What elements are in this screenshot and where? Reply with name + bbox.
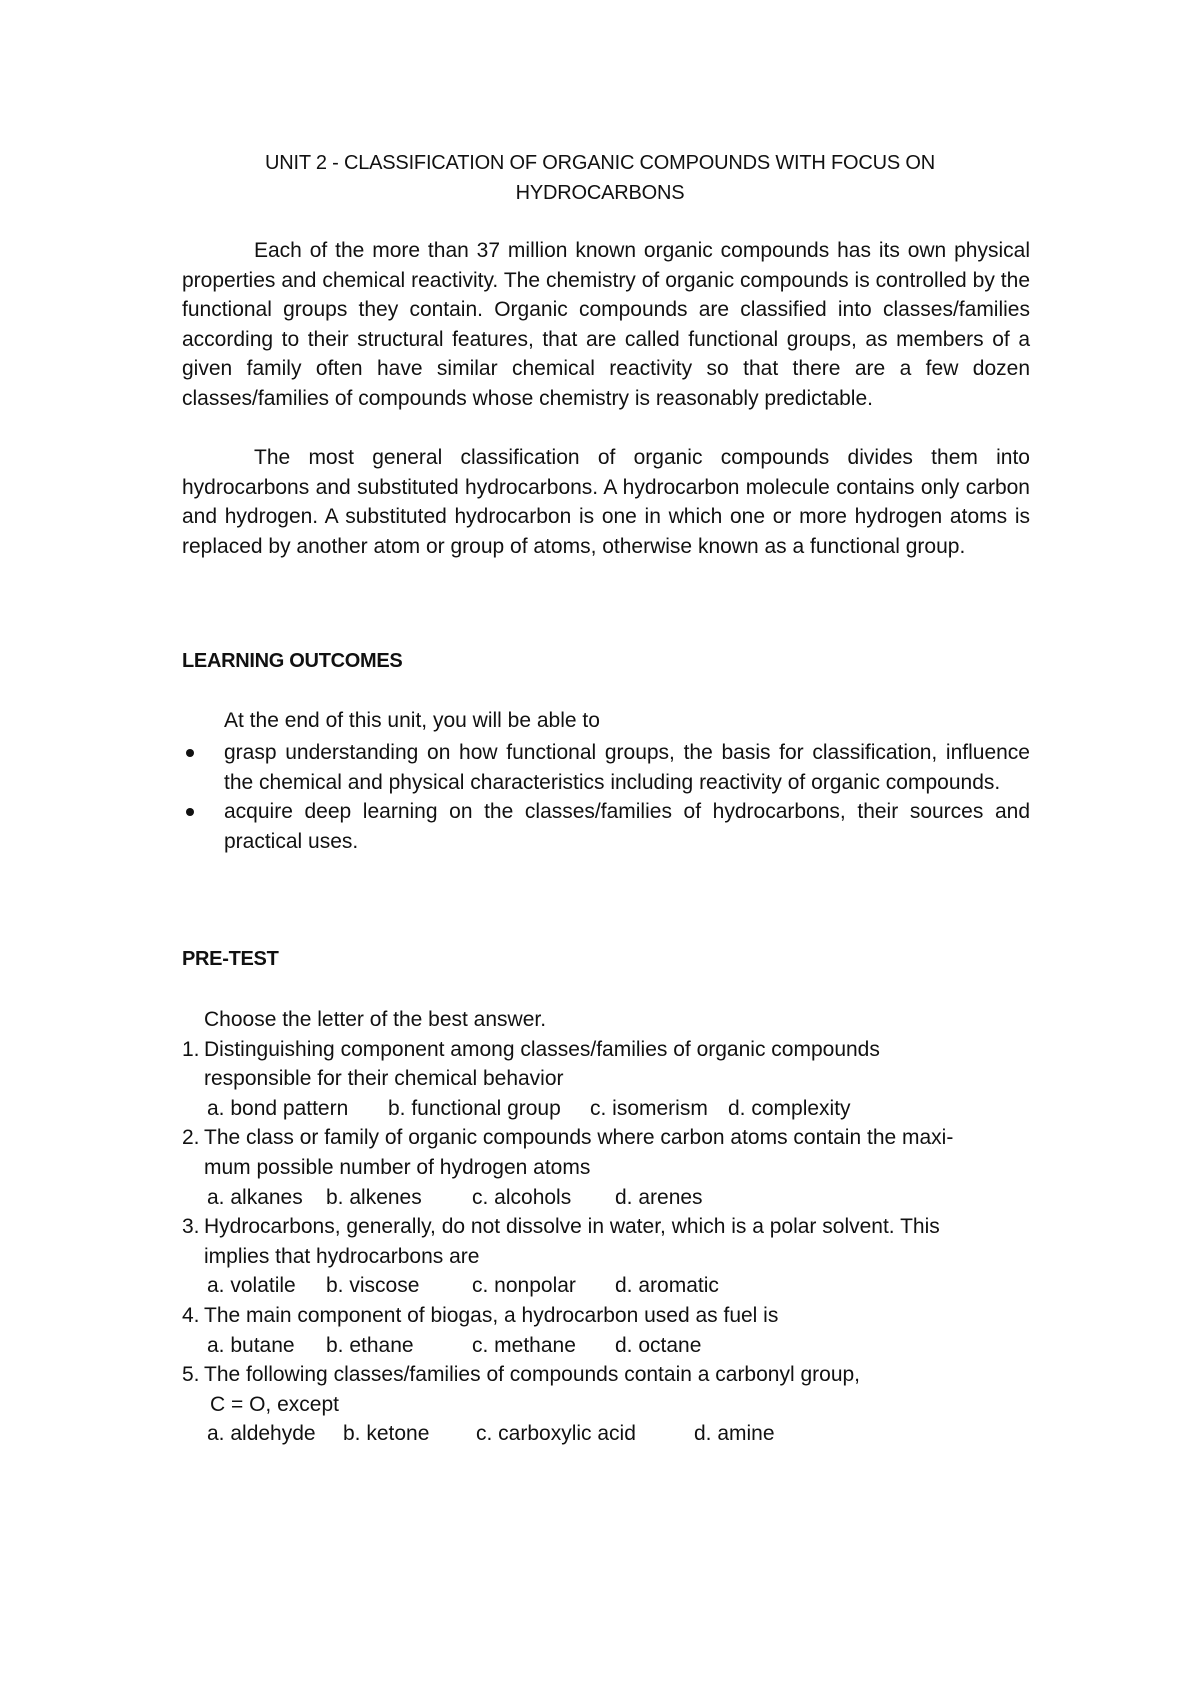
question-3 [182,1212,1042,1301]
answer-options [182,1331,1042,1361]
pretest-quiz [182,1005,1042,1449]
option-a[interactable]: a. aldehyde [207,1422,316,1446]
option-b[interactable]: b. functional group [388,1096,561,1120]
learning-outcomes-intro: At the end of this unit, you will be able to [224,709,600,732]
question-number: 1. [182,1037,200,1061]
option-a[interactable]: a. alkanes [207,1185,303,1209]
question-number: 4. [182,1303,200,1327]
question-number: 5. [182,1363,200,1387]
option-b[interactable]: b. ketone [343,1422,430,1446]
bullet-icon [186,808,194,816]
option-d[interactable]: d. arenes [615,1185,703,1209]
answer-options [182,1183,1042,1213]
question-5 [182,1360,1042,1449]
question-text: The class or family of organic compounds where carbon atoms contain the maxi- [204,1126,954,1150]
question-number: 3. [182,1215,200,1239]
option-b[interactable]: b. viscose [326,1274,420,1298]
question-1 [182,1035,1042,1124]
question-2 [182,1123,1042,1212]
option-d[interactable]: d. complexity [728,1096,851,1120]
option-c[interactable]: c. nonpolar [472,1274,576,1298]
question-4 [182,1301,1042,1360]
option-a[interactable]: a. bond pattern [207,1096,349,1120]
title-line-2: HYDROCARBONS [515,182,685,204]
question-text-continued: C = O, except [210,1392,339,1416]
outcome-text: acquire deep learning on the classes/families of hydrocarbons, their sources and practical uses. [224,800,1030,853]
classification-paragraph: The most general classification of organic compounds divides them into hydrocarbons and substituted hydrocarbons. A hydrocarbon molecule contains only carbon and hydrogen. A substituted hydrocarbon is one in which one or more hydrogen atoms is replaced by another atom or group of atoms, otherwise known as a functional group. [182,446,1030,558]
answer-options [182,1419,1042,1449]
list-item [182,797,1030,856]
answer-options [182,1271,1042,1301]
intro-paragraph: Each of the more than 37 million known organic compounds has its own physical properties and chemical reactivity. The chemistry of organic compounds is controlled by the functional groups they contain. Organic compounds are classified into classes/families according to their structural features, that are called functional groups, as members of a given family often have similar chemical reactivity so that there are a few dozen classes/families of compounds whose chemistry is reasonably predictable. [182,239,1030,410]
option-a[interactable]: a. volatile [207,1274,296,1298]
option-d[interactable]: d. amine [694,1422,775,1446]
bullet-icon [186,749,194,757]
outcome-text: grasp understanding on how functional groups, the basis for classification, influence the chemical and physical characteristics including reactivity of organic compounds. [224,741,1030,794]
question-text: The following classes/families of compounds contain a carbonyl group, [204,1363,861,1387]
question-text-continued: responsible for their chemical behavior [204,1067,564,1091]
question-text: Hydrocarbons, generally, do not dissolve in water, which is a polar solvent. This [204,1215,940,1239]
question-text: Distinguishing component among classes/families of organic compounds [204,1037,880,1061]
title-line-1: UNIT 2 - CLASSIFICATION OF ORGANIC COMPOUNDS WITH FOCUS ON [265,152,935,174]
option-c[interactable]: c. carboxylic acid [476,1422,636,1446]
option-d[interactable]: d. aromatic [615,1274,719,1298]
option-b[interactable]: b. ethane [326,1333,414,1357]
question-text-continued: mum possible number of hydrogen atoms [204,1155,591,1179]
option-c[interactable]: c. methane [472,1333,576,1357]
list-item [182,738,1030,797]
option-c[interactable]: c. isomerism [590,1096,708,1120]
option-b[interactable]: b. alkenes [326,1185,422,1209]
quiz-instruction: Choose the letter of the best answer. [204,1008,547,1031]
question-number: 2. [182,1126,200,1150]
learning-outcomes-list [182,738,1030,856]
page-title [170,148,1030,208]
option-a[interactable]: a. butane [207,1333,295,1357]
question-text: The main component of biogas, a hydrocarbon used as fuel is [204,1303,779,1327]
option-c[interactable]: c. alcohols [472,1185,572,1209]
pretest-heading: PRE-TEST [182,948,279,970]
question-text-continued: implies that hydrocarbons are [204,1244,480,1268]
option-d[interactable]: d. octane [615,1333,702,1357]
learning-outcomes-heading: LEARNING OUTCOMES [182,650,403,672]
answer-options [182,1094,1042,1124]
